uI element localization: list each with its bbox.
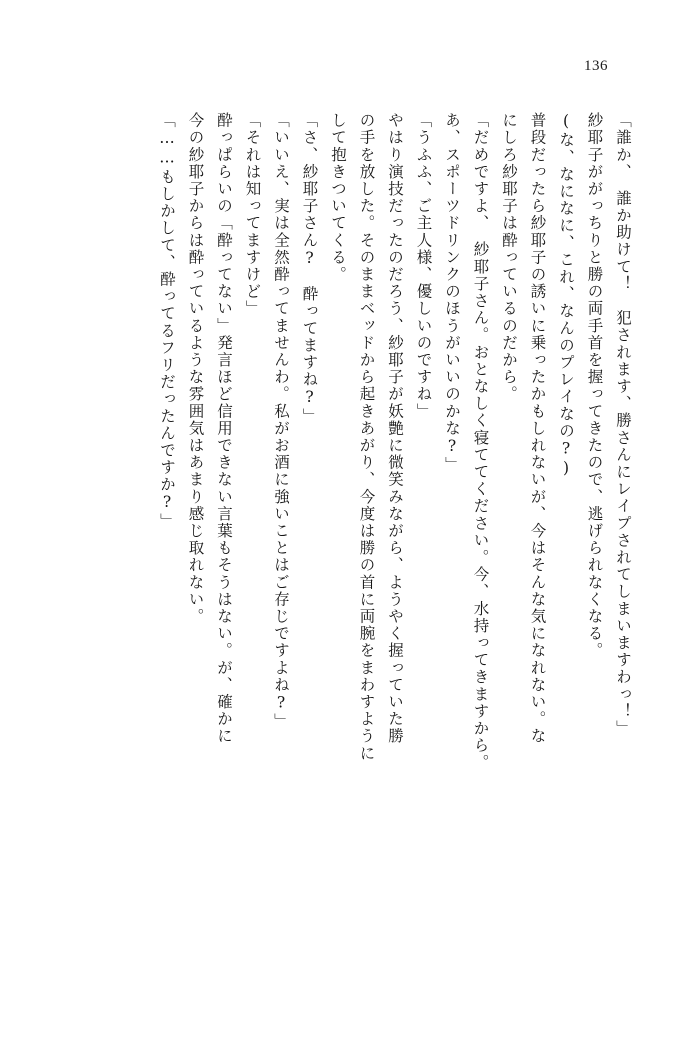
text-line: あ、スポーツドリンクのほうがいいのかな?」 bbox=[443, 112, 461, 474]
text-line: 紗耶子ががっちりと勝の両手首を握ってきたので、逃げられなくなる。 bbox=[585, 112, 604, 660]
text-line: 普段だったら紗耶子の誘いに乗ったかもしれないが、今はそんな気になれない。な bbox=[528, 112, 547, 745]
text-line: 「……もしかして、酔ってるフリだったんですか?」 bbox=[158, 112, 176, 530]
text-line: 「誰か、 誰か助けて！ 犯されます、勝さんにレイプされてしまいますわっ！」 bbox=[614, 112, 632, 737]
vertical-text-body bbox=[70, 112, 630, 982]
text-line: 「それは知ってますけど」 bbox=[243, 112, 262, 318]
text-line: 「うふふ、ご主人様、優しいのですね」 bbox=[414, 112, 433, 420]
text-line: (な、なになに、これ、なんのプレイなの?) bbox=[557, 112, 575, 479]
text-line: 酔っぱらいの「酔ってない」発言ほど信用できない言葉もそうはない。が、確かに bbox=[215, 112, 233, 745]
page-number: 136 bbox=[584, 58, 608, 74]
text-line: 「さ、紗耶子さん? 酔ってますね?」 bbox=[300, 112, 319, 425]
text-line: 今の紗耶子からは酔っているような雰囲気はあまり感じ取れない。 bbox=[186, 112, 205, 625]
text-line: 「だめですよ、 紗耶子さん。おとなしく寝ててください。今、水持ってきますから。 bbox=[471, 112, 490, 772]
text-line: にしろ紗耶子は酔っているのだから。 bbox=[500, 112, 518, 403]
text-line: 「いいえ、実は全然酔ってませんわ。私がお酒に強いことはご存じですよね?」 bbox=[272, 112, 290, 731]
text-line: の手を放した。そのままベッドから起きあがり、今度は勝の首に両腕をまわすように bbox=[357, 112, 376, 762]
text-line: して抱きついてくる。 bbox=[329, 112, 347, 283]
text-line: やはり演技だったのだろう、紗耶子が妖艶に微笑みながら、ようやく握っていた勝 bbox=[386, 112, 404, 745]
